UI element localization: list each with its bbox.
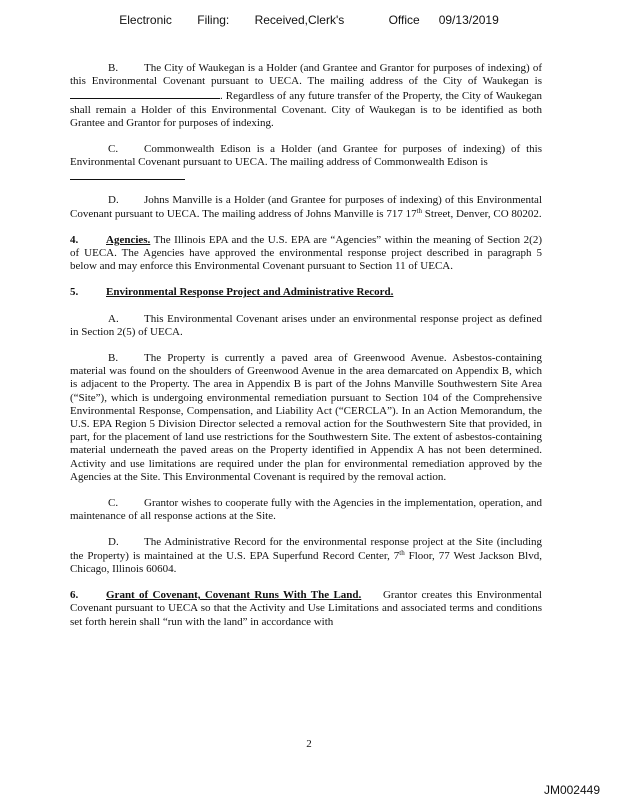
bates-number: JM002449 bbox=[543, 783, 600, 797]
section-text: Grantor creates this Environmental Covenant pursuant to UECA so that the Activity and Use Limitations and associated terms and conditions set forth herein shall “run with the land” in accordance with bbox=[70, 589, 545, 628]
paragraph-text: The Property is currently a paved area of Greenwood Avenue. Asbestos-containing material was found on the shoulders of Greenwood Avenue in the area demarcated on Appendix B, which is adjacent to the Property. The area in Appendix B is part of the Johns Manville Southwestern Site Area (“Site”), which is undergoing environmental remediation pursuant to Section 104 of the Comprehensive Environmental Response, Compensation, and Liability Act (“CERCLA”). In an Action Memorandum, the U.S. EPA Region 5 Division Director selected a removal action for the Southwestern Site that provided, in part, for the placement of land use restrictions for the Southwestern Site. The extent of asbestos-containing material underneath the paved areas on the Property identified in Appendix A has not been determined. Activity and use limitations are required under the plan for environmental remediation approved by the Agencies at the Site. This Environmental Covenant is required by the removal action. bbox=[70, 352, 542, 483]
section-6-grant-of-covenant bbox=[70, 589, 545, 629]
paragraph-text: The Administrative Record for the environmental response project at the Site (including the Property) is maintained at the U.S. EPA Superfund Record Center, 7 bbox=[70, 536, 542, 562]
section-heading: Agencies. bbox=[106, 233, 151, 246]
paragraph-label: B. bbox=[108, 352, 119, 365]
paragraph-5b bbox=[70, 352, 542, 484]
paragraph-label: B. bbox=[108, 62, 119, 74]
paragraph-c-commonwealth-edison bbox=[70, 143, 542, 169]
address-blank-line bbox=[70, 88, 220, 99]
paragraph-5a bbox=[70, 313, 542, 339]
document-body bbox=[70, 62, 545, 642]
paragraph-label: C. bbox=[108, 143, 119, 156]
paragraph-b-city-of-waukegan bbox=[70, 62, 542, 130]
paragraph-text-continued: . Regardless of any future transfer of the Property, the City of Waukegan shall remain a Holder of this Environmental Covenant. City of Waukegan is to be identified as both Grantee and Grantor for purposes of indexing. bbox=[70, 90, 542, 129]
section-4-agencies bbox=[70, 234, 542, 274]
section-text: The Illinois EPA and the U.S. EPA are “Agencies” within the meaning of Section 2(2) of UECA. The Agencies have approved the environmental response project described in paragraph 5 below and may enforce this Environmental Covenant pursuant to Section 11 of UECA. bbox=[70, 233, 542, 273]
superscript: th bbox=[416, 206, 423, 215]
paragraph-text: This Environmental Covenant arises under an environmental response project as defined in Section 2(5) of UECA. bbox=[70, 312, 542, 338]
page-number: 2 bbox=[306, 738, 312, 750]
section-number: 6. bbox=[70, 589, 79, 602]
section-5-heading bbox=[70, 286, 542, 299]
filing-stamp: Electronic Filing: Received,Clerk's Office 09/13/2019 bbox=[119, 13, 499, 27]
paragraph-5c bbox=[70, 497, 542, 523]
address-blank-line bbox=[70, 179, 185, 180]
section-heading: Grant of Covenant, Covenant Runs With The Land. bbox=[106, 589, 362, 602]
paragraph-text: The City of Waukegan is a Holder (and Grantee and Grantor for purposes of indexing) of this Environmental Covenant pursuant to UECA. The mailing address of the City of Waukegan is bbox=[70, 62, 542, 88]
paragraph-label: D. bbox=[108, 194, 119, 207]
paragraph-label: C. bbox=[108, 497, 119, 510]
paragraph-label: A. bbox=[108, 312, 119, 325]
superscript: th bbox=[399, 548, 405, 557]
paragraph-text: Grantor wishes to cooperate fully with the Agencies in the implementation, operation, and maintenance of all response actions at the Site. bbox=[70, 497, 542, 523]
paragraph-text: Commonwealth Edison is a Holder (and Grantee for purposes of indexing) of this Environmental Covenant pursuant to UECA. The mailing address of Commonwealth Edison is bbox=[70, 143, 542, 169]
section-heading: Environmental Response Project and Administrative Record. bbox=[106, 286, 394, 299]
paragraph-text-continued: Floor, 77 West Jackson Blvd, Chicago, Illinois 60604. bbox=[70, 549, 542, 575]
section-number: 5. bbox=[70, 286, 79, 299]
paragraph-label: D. bbox=[108, 536, 119, 549]
paragraph-5d bbox=[70, 536, 542, 576]
paragraph-text: Johns Manville is a Holder (and Grantee for purposes of indexing) of this Environmental Covenant pursuant to UECA. The mailing address of Johns Manville is 717 17 bbox=[70, 194, 542, 220]
section-number: 4. bbox=[70, 233, 79, 246]
paragraph-d-johns-manville bbox=[70, 194, 542, 220]
paragraph-text-continued: Street, Denver, CO 80202. bbox=[422, 207, 542, 220]
